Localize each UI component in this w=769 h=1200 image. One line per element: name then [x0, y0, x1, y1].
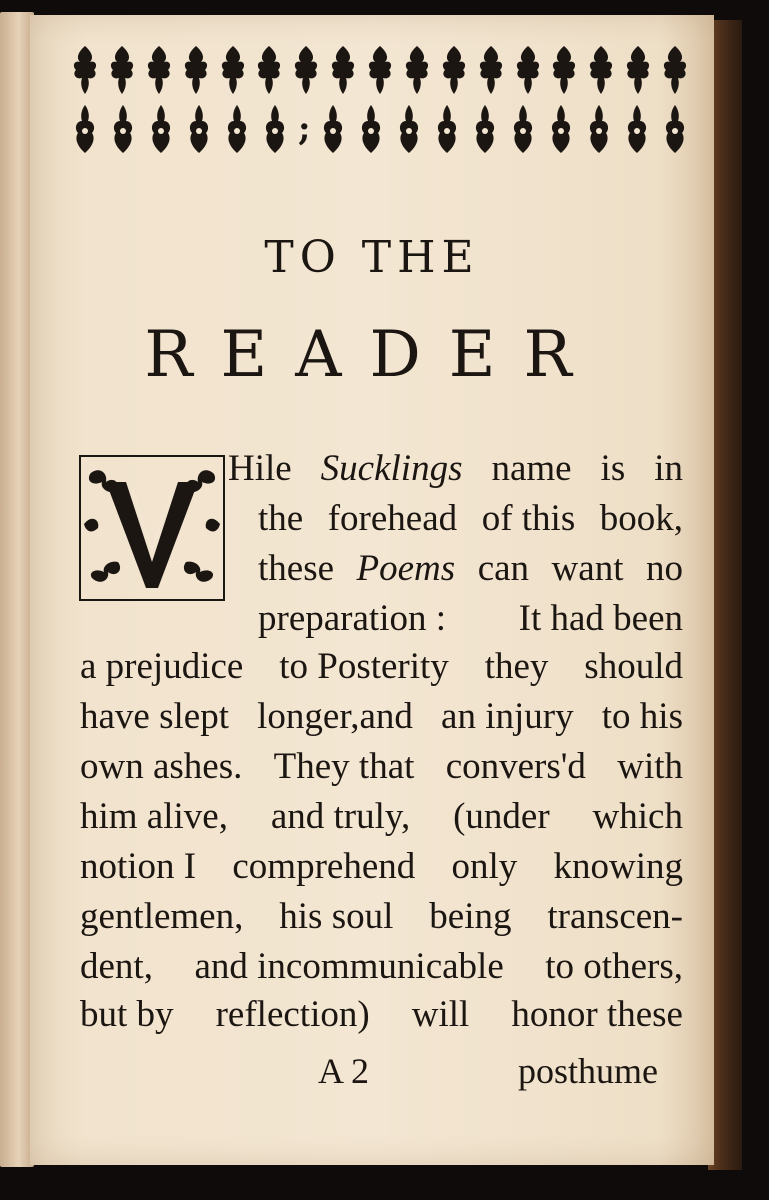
- fleuron-icon: [328, 44, 358, 96]
- line-11-word: dent,: [80, 946, 153, 987]
- acorn-fleuron-icon: [432, 103, 462, 155]
- line-8-word: him alive,: [80, 796, 228, 837]
- line-1-word: name: [491, 448, 572, 489]
- text-line-11: [80, 948, 683, 985]
- ornament-row-top: [70, 42, 690, 98]
- line-6-word: longer,and: [257, 696, 413, 737]
- acorn-fleuron-icon: [184, 103, 214, 155]
- acorn-fleuron-icon: [108, 103, 138, 155]
- ornament-row-bottom: [70, 100, 690, 158]
- fleuron-icon: [623, 44, 653, 96]
- line-2-word: forehead: [327, 498, 458, 539]
- acorn-fleuron-icon: [222, 103, 252, 155]
- line-8-word: which: [592, 796, 683, 837]
- text-line-10: [80, 898, 683, 935]
- acorn-fleuron-icon: [660, 103, 690, 155]
- acorn-fleuron-icon: [260, 103, 290, 155]
- fleuron-icon: [549, 44, 579, 96]
- line-10-word: gentlemen,: [80, 896, 244, 937]
- text-line-8: [80, 798, 683, 835]
- line-5-word: they: [484, 646, 549, 687]
- line-7-word: They that: [273, 746, 415, 787]
- acorn-fleuron-icon: [394, 103, 424, 155]
- line-3-word: can: [477, 548, 530, 589]
- line-4-word: It had been: [518, 598, 683, 639]
- text-line-12: [80, 996, 683, 1033]
- line-12-word: will: [411, 994, 470, 1035]
- line-12-word: reflection): [215, 994, 370, 1035]
- line-5-word: should: [584, 646, 683, 687]
- line-12-word: but by: [80, 994, 174, 1035]
- line-10-word: being: [429, 896, 512, 937]
- acorn-fleuron-icon: [470, 103, 500, 155]
- fleuron-icon: [476, 44, 506, 96]
- catchword: posthume: [518, 1051, 658, 1091]
- title-line-reader: READER: [144, 318, 600, 392]
- line-10-word: his soul: [279, 896, 394, 937]
- line-6-word: have slept: [80, 696, 229, 737]
- signature-mark: A 2: [318, 1051, 370, 1091]
- fleuron-icon: [402, 44, 432, 96]
- line-10-word: transcen-: [547, 896, 683, 937]
- line-7-word: own ashes.: [80, 746, 243, 787]
- fleuron-icon: [218, 44, 248, 96]
- acorn-fleuron-icon: [318, 103, 348, 155]
- fleuron-icon: [291, 44, 321, 96]
- line-11-word: and incommunicable: [194, 946, 504, 987]
- fleuron-icon: [660, 44, 690, 96]
- line-7-word: convers'd: [445, 746, 586, 787]
- line-9-word: knowing: [553, 846, 683, 887]
- line-12-word: honor these: [511, 994, 683, 1035]
- fleuron-icon: [586, 44, 616, 96]
- text-line-7: [80, 748, 683, 785]
- line-9-word: comprehend: [232, 846, 416, 887]
- fleuron-icon: [254, 44, 284, 96]
- acorn-fleuron-icon: [546, 103, 576, 155]
- line-1-word: is: [600, 448, 626, 489]
- decorated-initial-icon: [78, 454, 226, 602]
- line-1-word: in: [654, 448, 683, 489]
- text-line-9: [80, 848, 683, 885]
- acorn-fleuron-icon: [584, 103, 614, 155]
- line-6-word: an injury: [441, 696, 574, 737]
- line-2-word: of this: [481, 498, 576, 539]
- acorn-fleuron-icon: [70, 103, 100, 155]
- acorn-fleuron-icon: [146, 103, 176, 155]
- line-6-word: to his: [601, 696, 683, 737]
- text-line-4: [258, 600, 683, 637]
- line-4-word: preparation :: [258, 598, 446, 639]
- left-page-edge: [0, 12, 34, 1167]
- acorn-fleuron-icon: [508, 103, 538, 155]
- line-5-word: a prejudice: [80, 646, 244, 687]
- fleuron-icon: [107, 44, 137, 96]
- text-line-5: [80, 648, 683, 685]
- fleuron-icon: [144, 44, 174, 96]
- line-3-word: these: [258, 548, 335, 589]
- line-9-word: only: [451, 846, 518, 887]
- line-1-word: Hile: [228, 448, 292, 489]
- text-line-6: [80, 698, 683, 735]
- text-line-1: [228, 450, 683, 487]
- ornament-semicolon: ;: [298, 109, 311, 149]
- line-3-word: Poems: [356, 548, 456, 589]
- line-3-word: no: [645, 548, 683, 589]
- fleuron-icon: [70, 44, 100, 96]
- title-line-to-the: TO THE: [264, 232, 480, 283]
- fleuron-icon: [365, 44, 395, 96]
- line-8-word: and truly,: [270, 796, 411, 837]
- text-line-2: [258, 500, 683, 537]
- line-3-word: want: [551, 548, 624, 589]
- line-9-word: notion I: [80, 846, 197, 887]
- text-line-3: [258, 550, 683, 587]
- line-1-word: Sucklings: [320, 448, 463, 489]
- line-11-word: to others,: [545, 946, 683, 987]
- acorn-fleuron-icon: [622, 103, 652, 155]
- line-2-word: book,: [599, 498, 683, 539]
- fleuron-icon: [181, 44, 211, 96]
- fleuron-icon: [439, 44, 469, 96]
- line-2-word: the: [258, 498, 304, 539]
- line-7-word: with: [617, 746, 683, 787]
- fleuron-icon: [513, 44, 543, 96]
- line-8-word: (under: [453, 796, 550, 837]
- acorn-fleuron-icon: [356, 103, 386, 155]
- line-5-word: to Posterity: [279, 646, 449, 687]
